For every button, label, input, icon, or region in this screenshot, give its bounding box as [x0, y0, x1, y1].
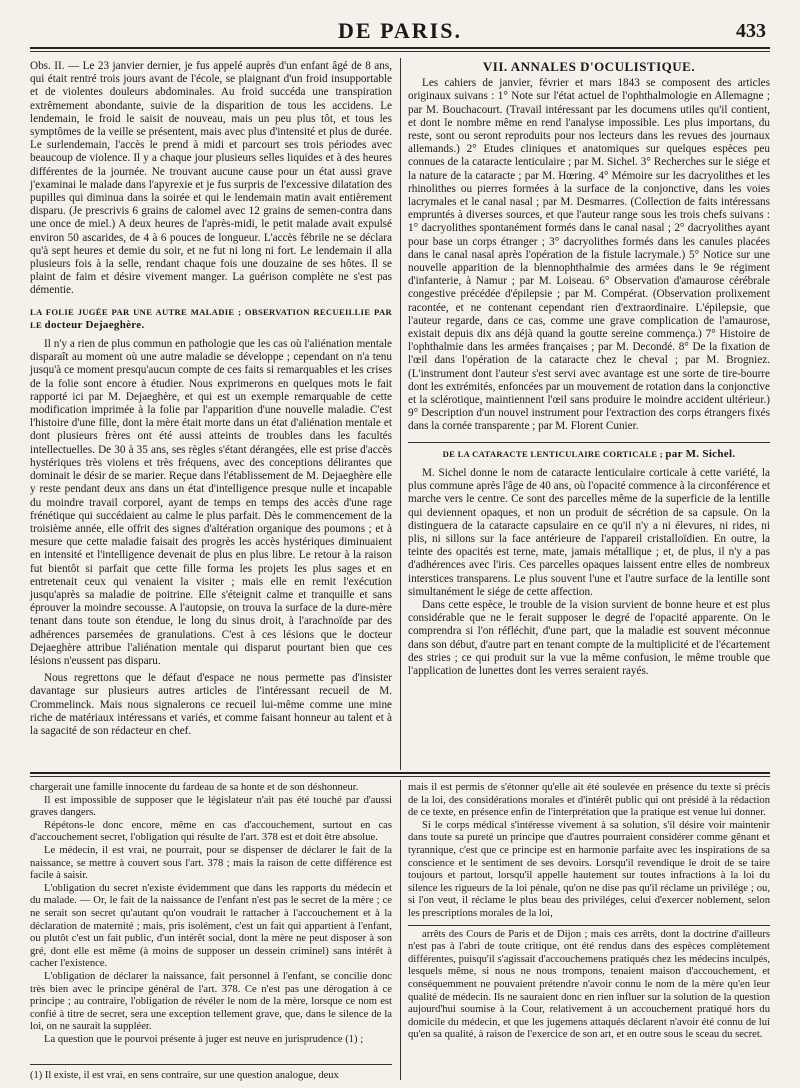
body-paragraph: Si le corps médical s'intéresse vivement à sa solution, s'il désire voir maintenir dans toute sa pureté un principe que d'autres pourraient considérer comme gênant et tyrannique, c'est que ce principe est en harmonie parfaite avec les inspirations de sa conscience et le sentiment de ses devoirs. Lorsqu'il revendique le droit de se taire toujours et partout, lorsqu'il appelle hautement sur toutes infractions à la loi du silence les rigueurs de la loi pénale, qu'on ne dise pas qu'il réclame un privilége ; ou, si l'on veut, il réclame le plus beau des priviléges, celui d'exercer noblement, selon les prescriptions morales de la loi, — [408, 819, 770, 919]
body-paragraph: Dans cette espèce, le trouble de la vision survient de bonne heure et est plus considérable que ne le ferait supposer le degré de l'opacité apparente. On le comprendra si l'on réfléchit, d'une part, que la maladie est souvent méconnue dans son début, d'autre part en tenant compte de la multiplicité et de l'écartement des stries ; ce qui produit sur la vue la même confusion, le même trouble que l'application de lunettes dont les verres seraient rayés. — [408, 598, 770, 677]
body-paragraph: Les cahiers de janvier, février et mars 1843 se composent des articles originaux suivans : 1° Note sur l'état actuel de l'ophthalmologie en Allemagne ; par M. Bouchacourt. (Travail intéressant par les documens utiles qu'il contient, et dont le nombre même en rend l'analyse impossible. Les plus importans, du reste, sont ou seront reproduits pour nos lecteurs dans les revues des journaux allemands.) 2° Etudes cliniques et anatomiques sur quelques espèces peu connues de la cataracte lenticulaire ; par M. Sichel. 3° Recherches sur le siége et la nature de la cataracte ; par M. Hœring. 4° Mémoire sur les dacryolithes et les rhinolithes ou pierres formées à la surface de la conjonctive, dans les voies lacrymales et le canal nasal ; par M. Desmarres. (Collection de faits intéressans empruntés à diverses sources, et que l'auteur range sous les trois chefs suivans : 1° dacryolithes spontanément formés dans le canal nasal ; 2° dacryolithes ayant pour base un corps étranger ; 3° dacryolithes formés dans les canules placées dans le canal nasal après l'opération de la fistule lacrymale.) 5° Notice sur une nouvelle apparition de la blennophthalmie des armées dans le 9e régiment d'infanterie, à Namur ; par M. Loiseau. 6° Observation d'amaurose cérébrale congestive précédée d'épilepsie ; par M. Compérat. (Observation prolixement racontée, et ne contenant cependant rien d'extraordinaire. L'épilepsie, que l'auteur regarde, dans ce cas, comme une grave complication de l'amaurose, existait depuis dix ans déjà quand la goutte sereine commença.) 7° Histoire de l'ophthalmie dans les armées françaises ; par M. Decondé. 8° De la fixation de l'œil dans l'opération de la cataracte chez le cheval ; par M. Brogniez. (L'instrument dont l'auteur s'est servi avec avantage est une sorte de tire-bourre dont les extrémités, enfoncées par un mouvement de rotation dans la conjonctive et la sclérotique, maintiennent l'œil sans produire le moindre accident ultérieur.) 9° Description d'un nouvel instrument pour l'extraction des corps étrangers fixés dans la cornée transparente ; par M. Florent Cunier. — [408, 77, 770, 433]
middle-rule-thin — [30, 776, 770, 777]
body-paragraph: Répétons-le donc encore, même en cas d'accouchement, surtout en cas d'accouchement secret, l'obligation qui résulte de l'art. 378 est et doit être absolue. — [30, 819, 392, 844]
section-author: par M. Sichel. — [665, 447, 736, 460]
body-paragraph: L'obligation du secret n'existe évidemment que dans les rapports du médecin et du malade. — Or, le fait de la naissance de l'enfant n'est pas le secret de la mère ; ce ne serait son secret qu'autant qu'on voudrait le rattacher à l'accouchement et à la déclaration de maternité ; mais, pris isolément, c'est un fait qui appartient à l'enfant, ou plutôt c'est un fait public, d'un intérêt social, dont la mère ne peut disposer à son gré, dont elle est même (à moins de supposer un dessein criminel) sans intérêt à cacher l'existence. — [30, 882, 392, 970]
section-author: docteur Dejaeghère. — [44, 318, 145, 331]
bottom-right-column — [408, 782, 770, 1042]
section-heading-folie — [30, 306, 392, 332]
bottom-left-column — [30, 782, 392, 1046]
section-heading-annales: VII. ANNALES D'OCULISTIQUE. — [482, 59, 696, 74]
body-paragraph: Il n'y a rien de plus commun en pathologie que les cas où l'aliénation mentale disparaît au moment où une autre maladie se développe ; cependant on n'a tenu jusqu'à ce moment presqu'aucun compte de ces faits si remarquables et les crises de la folie sont encore à étudier. Nous exprimerons en quelques mots le fait rapporté ici par M. Dejaeghère, et qui est un exemple remarquable de cette modification imprimée à la folie par l'apparition d'une nouvelle maladie. C'est l'histoire d'une fille, dont la mère était morte dans un état d'aliénation mentale et dont plusieurs frères ont été aussi atteints de troubles dans les facultés intellectuelles. De 30 à 35 ans, ses règles s'étant dérangées, elle est prise d'accès hystériques très violens et très fréquens, avec des conceptions délirantes que dominait le désir de se marier. Reçue dans l'établissement de M. Dejaeghère elle y reste pendant deux ans dans un état d'intelligence presque nulle et incapable du moindre travail corporel, ayant de temps en temps des accès d'une rage frénétique qui succédaient au calme le plus parfait. Dès le commencement de la troisième année, elle offrit des signes d'altération organique des poumons ; et à mesure que cette maladie faisait des progrès les accès hystériques diminuaient en intensité et l'intelligence devenait de plus en plus libre. Le retour à la raison fut bientôt si parfait que cette fille forma les projets les plus sages et en entretenait ceux qui venaient la visiter ; mais elle en remit l'exécution jusqu'après sa maladie de poitrine. Elle s'éteignit calme et tranquille et sans éprouver la moindre secousse. A l'autopsie, on trouva la surface de la dure-mère tenant dans toute son étendue, le long du sinus droit, à l'arachnoïde par des adhérences parsemées de granulations. C'est à ces lésions que le docteur Dejaeghère attribue l'aliénation mentale qui disparut pourtant bien que ces lésions n'eussent pas disparu. — [30, 338, 392, 667]
body-paragraph: La question que le pourvoi présente à juger est neuve en jurisprudence (1) ; — [44, 1033, 364, 1045]
footnote-continuation: arrêts des Cours de Paris et de Dijon ; mais ces arrêts, dont la doctrine d'ailleurs n'est pas à l'abri de toute critique, ont été rendus dans des espèces complètement différentes, puisqu'il s'agissait d'accouchemens pratiqués chez les médecins inculpés, lesquels même, si nous ne nous trompons, tenaient maison d'accouchement, et conséquemment ne pouvaient prétendre n'avoir connu le nom de la mère qu'en leur qualité de médecin. Ils ne sauraient donc en rien influer sur la solution de la question aujourd'hui soumise à la Cour, relativement à un accouchement pratiqué hors du domicile du médecin, et que les jugemens attaqués déclarent n'avoir été connu de lui qu'en sa qualité, à raison de l'exercice de son art, et en outre sous le sceau du secret. — [408, 928, 770, 1041]
body-paragraph: L'obligation de déclarer la naissance, fait personnel à l'enfant, se concilie donc très bien avec le principe général de l'art. 378. Ce n'est pas une dérogation à ce principe ; au contraire, l'obligation de révéler le nom de la mère, lorsque ce nom est confié à titre de secret, sera une exception tellement grave, que, dans le silence de la loi, on ne saurait la suppléer. — [30, 970, 392, 1033]
footnote: (1) Il existe, il est vrai, en sens contraire, sur une question analogue, deux — [30, 1070, 339, 1081]
body-paragraph: Nous regrettons que le défaut d'espace ne nous permette pas d'insister davantage sur plusieurs autres articles de l'intéressant recueil de M. Crommelinck. Mais nous signalerons ce recueil lui-même comme une mine riche de matériaux intéressans et variés, et comme faisant honneur au talent et à la sagacité de son rédacteur en chef. — [30, 672, 392, 737]
header-rule-thin — [30, 51, 770, 52]
section-title: LA FOLIE JUGÉE PAR UNE AUTRE MALADIE ; OBSERVATION RECUEILLIE PAR LE — [30, 306, 392, 330]
column-divider — [400, 780, 401, 1080]
body-paragraph: mais il est permis de s'étonner qu'elle ait été soulevée en présence du texte si précis de la loi, des considérations morales et d'intérêt public qui ont présidé à la rédaction de ce texte, en présence enfin de l'interprétation que la pratique est venue lui donner. — [408, 782, 770, 819]
body-paragraph: chargerait une famille innocente du fardeau de sa honte et de son déshonneur. — [30, 782, 359, 793]
right-column — [408, 60, 770, 678]
section-heading-cataracte — [408, 442, 770, 461]
body-paragraph: M. Sichel donne le nom de cataracte lenticulaire corticale à cette variété, la plus commune après l'âge de 40 ans, où l'opacité commence à la circonférence et marche vers le centre. Ce sont des parcelles même de la superficie de la lentille qui deviennent opaques, et non un produit de sécrétion de sa capsule. On la distinguera de la cataracte capsulaire en ce qu'il n'y a ni élevures, ni rides, ni plis, ni sillons sur la face antérieure de l'appareil cristalloïdien. En outre, la teinte des opacités est terne, mate, jamais métallique ; et, de plus, il n'y a pas d'adhérences avec l'iris. Ces parcelles opaques laissent entre elles de nombreux interstices transparens. Le plus souvent l'une et l'autre surface de la lentille sont simultanément le siége de cette affection. — [408, 466, 770, 598]
body-paragraph: Il est impossible de supposer que le législateur n'ait pas été touché par d'aussi graves dangers. — [30, 794, 392, 819]
header-rule — [30, 47, 770, 49]
page-number: 433 — [736, 20, 766, 42]
observation-paragraph: Obs. II. — Le 23 janvier dernier, je fus appelé auprès d'un enfant âgé de 8 ans, qui était rentré trois jours avant de l'école, se plaignant d'un froid insupportable et de violentes douleurs abdominales. Au froid succéda une transpiration extrêmement abondante, suivie de la disparition de tous les accidens. Le lendemain, le froid le saisit de nouveau, mais un peu plus tôt, et tous les symptômes de la veille se présentent, mais avec plus d'intensité et plus de durée. Le surlendemain, l'accès le prend à midi et parcourt ses trois périodes avec beaucoup de violence. Il y a chaque jour plusieurs selles liquides et à des heures différentes de la journée. Ne trouvant aucune cause pour un état aussi grave j'examinai le malade dans l'apyrexie et je fus surpris de l'excessive dilatation des pupilles qui diminua dans la soirée et qui le lendemain matin avait entièrement disparu. (Je prescrivis 6 grains de calomel avec 12 grains de semen-contra dans une once de miel.) A deux heures de l'après-midi, le petit malade avait expulsé environ 50 ascarides, de 4 à 6 pouces de longueur. L'accès fébrile ne se déclara qu'à sept heures et demie du soir, et ne fut ni long ni fort. Le lendemain il alla plusieurs fois à la selle, rendant chaque fois une douzaine de ses hôtes. Il se plaint de faim et désire vivement manger. La guérison complète ne s'est pas démentie. — [30, 60, 392, 297]
body-paragraph: Le médecin, il est vrai, ne pourrait, pour se dispenser de déclarer le fait de la naissance, se mettre à couvert sous l'art. 378 ; mais la raison de cette différence est facile à saisir. — [30, 844, 392, 882]
middle-rule — [30, 772, 770, 774]
left-column — [30, 60, 392, 738]
footnote-rule — [30, 1064, 392, 1065]
section-title: DE LA CATARACTE LENTICULAIRE CORTICALE ; — [442, 448, 663, 459]
page-title: DE PARIS. — [338, 18, 462, 43]
column-divider — [400, 58, 401, 770]
footnote-rule — [408, 925, 770, 926]
page-header — [30, 18, 770, 48]
